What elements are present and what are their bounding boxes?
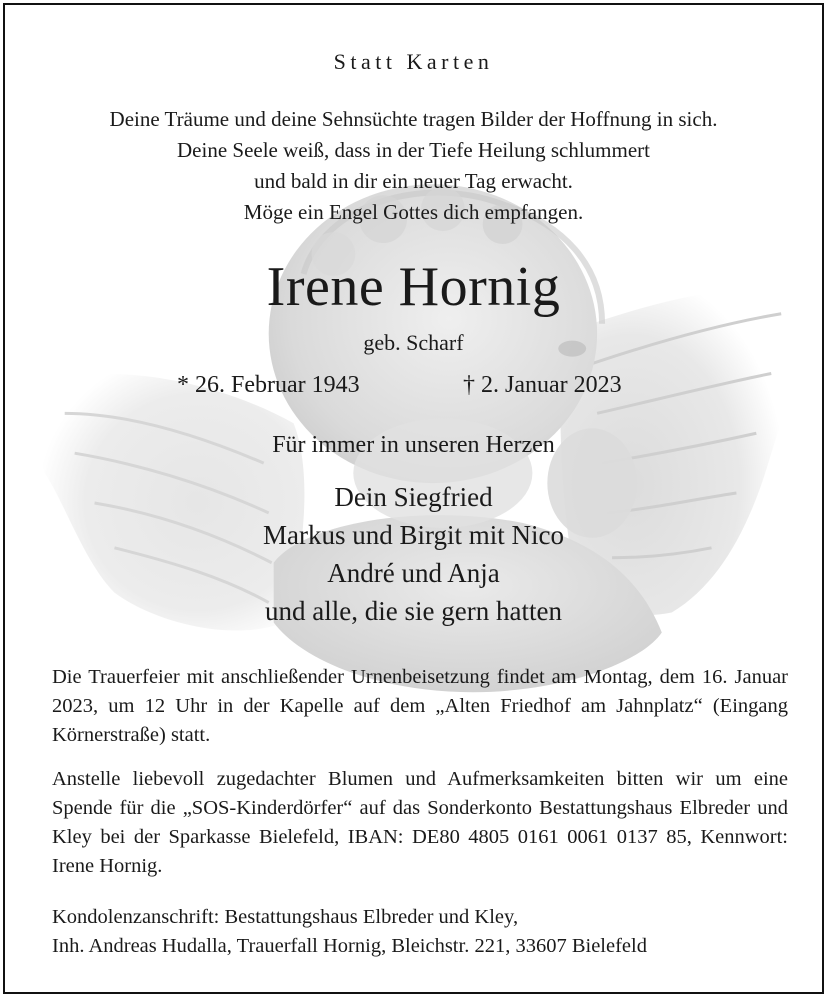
birth-date: * 26. Februar 1943 (177, 372, 360, 398)
motto: Für immer in unseren Herzen (272, 432, 555, 458)
mourner-line: André und Anja (327, 558, 500, 588)
donation-info: Anstelle liebevoll zugedachter Blumen und Aufmerksamkeiten bitten wir um eine Spende für die „SOS-Kinderdörfer“ auf das Sonderkonto Bestattungshaus Elbreder und Kley bei der Sparkasse Bielefeld, IBAN: DE80 4805 0161 0061 0137 85, Kennwort: Irene Hornig. (52, 768, 788, 877)
poem-line: und bald in dir ein neuer Tag erwacht. (254, 169, 573, 193)
funeral-info: Die Trauerfeier mit anschließender Urnenbeisetzung findet am Montag, dem 16. Januar 2023, um 12 Uhr in der Kapelle auf dem „Alten Friedhof am Jahnplatz“ (Eingang Körnerstraße) statt. (52, 666, 788, 746)
poem-line: Deine Träume und deine Sehnsüchte tragen Bilder der Hoffnung in sich. (109, 107, 718, 131)
obituary-frame (3, 3, 824, 994)
address-line: Inh. Andreas Hudalla, Trauerfall Hornig, Bleichstr. 221, 33607 Bielefeld (52, 935, 647, 957)
poem (5, 104, 822, 228)
birth-name: geb. Scharf (363, 330, 464, 355)
condolence-address (52, 903, 788, 961)
poem-line: Deine Seele weiß, dass in der Tiefe Heilung schlummert (177, 138, 650, 162)
mourner-line: und alle, die sie gern hatten (265, 596, 562, 626)
mourner-line: Dein Siegfried (334, 482, 493, 512)
poem-line: Möge ein Engel Gottes dich empfangen. (243, 200, 584, 224)
deceased-name: Irene Hornig (266, 256, 561, 318)
address-line: Kondolenzanschrift: Bestattungshaus Elbreder und Kley, (52, 906, 519, 928)
death-date: † 2. Januar 2023 (463, 372, 622, 398)
heading-statt-karten: Statt Karten (333, 49, 494, 74)
mourners-list (5, 478, 822, 630)
mourner-line: Markus und Birgit mit Nico (263, 520, 564, 550)
